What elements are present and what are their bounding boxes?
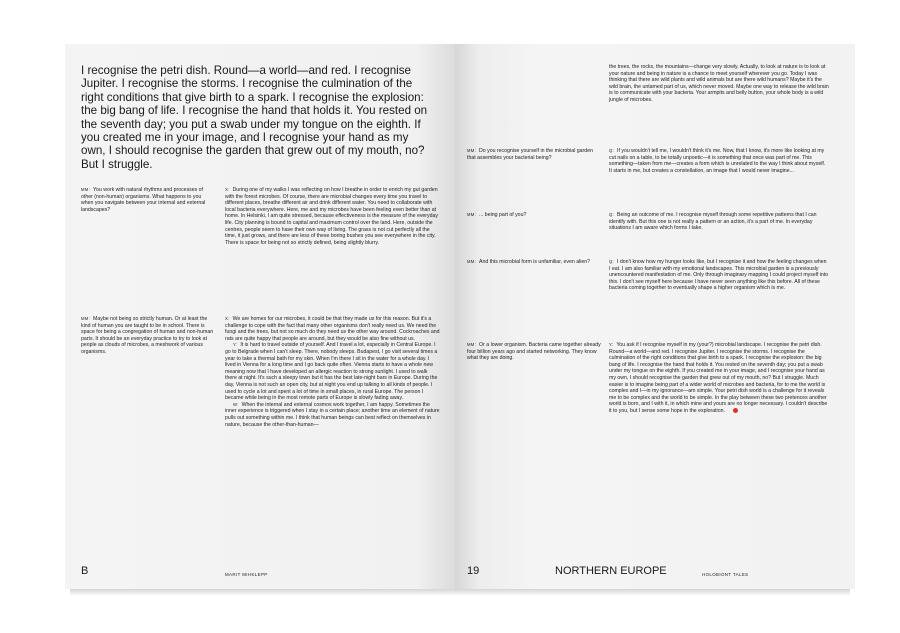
page-shadow [70,588,850,596]
answer-text: I don't know how my hunger looks like, but I recognise it and how the feeling changes when I eat. I am also familiar with my emotional landscapes. This microbial garden is a previously unencountered manifestation of me. Only through imaginary mapping I could project myself into this. I don't see myself here because I have never seen anything like this before. All of these bacteria coming together to eventually shape a higher organism which is me. [609,259,829,292]
question-text: And this microbial form is unfamiliar, even alien? [479,259,591,265]
question-text: Maybe not being so strictly human. Or at least the kind of human you are taught to be in school. There is space for being a congregation of human and non-human parts. It should be an everyday practice to try to look at people as clouds of microbes, a meshwork of various organisms. [81,316,214,355]
question-r4 [467,342,602,362]
continued-paragraph: the trees, the rocks, the mountains—change very slowly. Actually, to look at nature is to look at your nature and being in nature is a chance to meet yourself wherever you go. Today I was thinking that there are wild plants and wild animals but are there wild humans? Maybe it's the wild brain, the untamed part of us, which never moved. Maybe one way to release the wild brain is to communicate with your bacteria. Your armpits and belly button, your whole body is a wild jungle of microbes. [609,64,829,103]
speaker-label: Q: [609,212,615,217]
speaker-label: MM: [467,259,477,264]
speaker-label: Y: [609,342,614,347]
question-r2 [467,212,602,219]
answer-r3 [609,259,829,292]
answer-r2 [609,212,829,232]
speaker-label: Y: [233,342,238,348]
answer-2 [225,316,440,428]
answer-text: You ask if I recognise myself in my (your?) microbial landscape. I recognise the petri dish. Round—a world—and red. I recognise Jupiter. I recognise the storms. I recognise the culmination of the right conditions that give birth to a spark. I recognise the explosion: the big bang of life. I recognise the hand that holds it. You rested on the seventh day; you put a swab under my tongue on the eighth. If you created me in your image, and I recognise your hand as my own, I should recognise the garden that grew out of my mouth, no? But I struggle. Much easier is to imagine being part of a wider world of microbes and bacteria, for to me the world is complex and I—in my ignorance—am simple. Your petri dish world is a challenge for it reveals me to be complex and the world to be simple. In the play between these two pretences another world is born, and I with it, in which mine and yours are no longer necessary. I couldn't describe it to you, but I sense some hope in the exploration. [609,342,828,414]
answer-text: If you wouldn't tell me, I wouldn't think it's me. Now, that I know, it's more like looking at my cut nails on a table, to be totally unpoetic—it is something that once was part of me. This something—taken from me—creates a form which is unrelated to the way I think about myself. It starts in me, but creates a constellation, an image that I would never imagine... [609,148,826,174]
speaker-label: Q: [609,259,615,264]
question-r3 [467,259,602,266]
magazine-spread [65,44,855,589]
answer-text: It is hard to travel outside of yourself. And I travel a lot, especially in Central Europe. I go to Belgrade when I can't sleep. There, nobody sleeps. Budapest, I go visit several times a year to take a thermal bath for my skin. When I'm there I sit in the water for a whole day. I lived in Vienna for a long time and I go back quite often. Vienna starts to have a whole new meaning now that I have developed an allergic reaction to strong sunlight. I used to walk there at night. It's such a sleepy town but it has the best late-night bars in Europe. During the day, Vienna is not such an open city, but at night you end up talking to all kinds of people. I used to cycle a lot and spent a lot of time in small places, in rural Europe. The person I became while being in the most remote parts of Europe is slowly fading away. [225,342,438,402]
question-2 [81,316,215,356]
answer-text: When the internal and external cosmos work together, I am happy. Sometimes the inner experience is triggered when I stay in a certain place; another time an element of nature pulls out something within me. I think that human beings can best reflect on themselves in nature, because the other-than-human— [225,401,440,428]
speaker-label: MM: [467,342,477,347]
answer-text: During one of my walks I was reflecting on how I breathe in order to enrich my gut garden with the forest microbes. Of course, there are microbial changes every time you travel to different places, breathe different air and drink different water. You need to collaborate with local bacteria everywhere. Here, me and my microbes have been feeling even better than at home. In Helsinki, I am quite stressed, because effectiveness is the measure of the everyday life. City planning is bound to capital and maximum control over the land. Here, outside the centres, people seem to have their own way of living. The grass is not cut perfectly all the time, it just grows, and there are less of these boring bushes you see everywhere in the city. There is space for being not so strictly defined, being slightly blurry. [225,187,438,246]
left-page [65,44,455,589]
speaker-label: X: [225,316,230,321]
question-text: You work with natural rhythms and processes of other (non-human) organisms. What happens to you when you navigate between your internal and external landscapes? [81,187,206,213]
speaker-label: W: [233,401,239,407]
answer-text: Being an outcome of me. I recognise myself through some repetitive patterns that I can identify with. But this one is not really a pattern or an action, it's a part of me. In everyday situations I am aware which forms I take. [609,212,817,232]
right-page [455,44,855,589]
answer-text: We are homes for our microbes, it could be that they made us for this reason. But it's a challenge to cope with the fact that many other organisms don't really need us. We need the fungi and the trees, but not so much do they need us the other way around. Cockroaches and rats are quite happy that people are around, but they would be also fine without us. [225,316,440,342]
speaker-label: MM: [467,148,477,153]
speaker-label: MM: [81,316,91,321]
question-text: ... being part of you? [479,212,527,218]
author-name: MARIT MIHKLEPP [225,572,268,577]
intro-paragraph: I recognise the petri dish. Round—a world—and red. I recognise Jupiter. I recognise the storms. I recognise the culmination of the right conditions that give birth to a spark. I recognise the explosion: the big bang of life. I recognise the hand that holds it. You rested on the seventh day; you put a swab under my tongue on the eighth. If you created me in your image, and I recognise your hand as my own, I should recognise the garden that grew out of my mouth, no? But I struggle. [81,64,428,171]
speaker-label: MM: [467,212,477,217]
series-title: HOLOBIONT TALES [702,572,749,577]
question-text: Or a lower organism. Bacteria came together already four billion years ago and started networking. They know what they are doing. [467,342,601,362]
end-mark-icon [733,408,738,413]
answer-1 [225,187,440,246]
question-r1 [467,148,602,161]
question-1 [81,187,215,213]
continued-text [609,64,829,104]
section-title: NORTHERN EUROPE [555,565,667,577]
answer-r4 [609,342,829,415]
page-letter: B [81,565,89,577]
answer-r1 [609,148,829,174]
question-text: Do you recognise yourself in the microbial garden that assembles your bacterial being? [467,148,593,161]
speaker-label: Q: [609,148,615,153]
page-number: 19 [467,565,480,577]
speaker-label: MM: [81,187,91,192]
speaker-label: X: [225,187,230,192]
